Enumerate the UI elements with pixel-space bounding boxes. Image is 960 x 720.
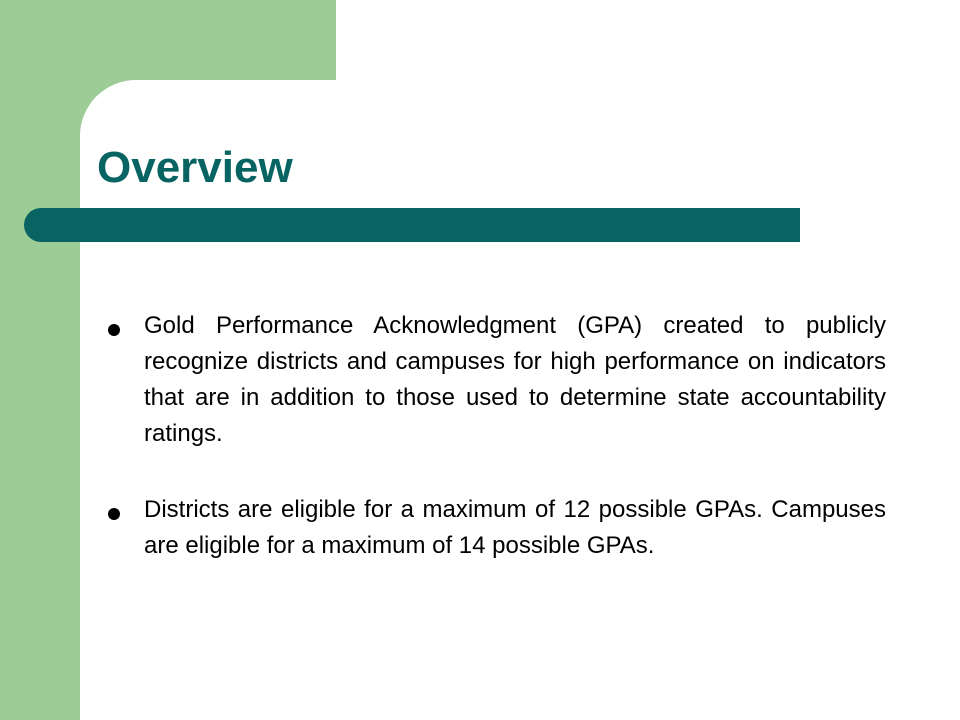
bullet-item xyxy=(108,492,886,564)
bullet-text: Gold Performance Acknowledgment (GPA) created to publicly recognize districts and campuses for high performance on indicators that are in addition to those used to determine state accountability ratings. xyxy=(144,312,886,447)
slide-title: Overview xyxy=(97,143,293,192)
bullet-dot-icon xyxy=(108,508,120,520)
bullet-text: Districts are eligible for a maximum of 12 possible GPAs. Campuses are eligible for a maximum of 14 possible GPAs. xyxy=(144,496,886,559)
bullet-list xyxy=(108,308,886,604)
bullet-item xyxy=(108,308,886,452)
bullet-dot-icon xyxy=(108,324,120,336)
title-underline-bar xyxy=(24,208,800,242)
